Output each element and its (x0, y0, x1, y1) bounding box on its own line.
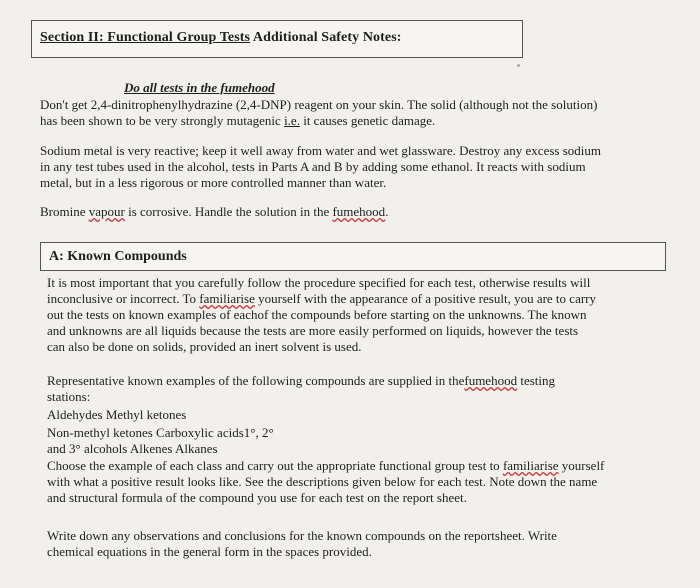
rep-line-1 (47, 373, 555, 389)
kc-line-5: can also be done on solids, provided an inert solvent is used. (47, 339, 362, 354)
kc-line-2b: yourself with the appearance of a positive result, you are to carry (254, 291, 596, 306)
bromine-vapour: vapour (88, 204, 125, 219)
known-compounds-box (40, 242, 666, 271)
rep-familiarise: familiarise (502, 458, 559, 473)
section-title (40, 30, 402, 46)
bromine-c: . (385, 204, 389, 219)
section-title-rest: Additional Safety Notes: (250, 30, 402, 45)
rep-line-6 (47, 458, 604, 474)
rep-line-8: and structural formula of the compound you use for each test on the report sheet. (47, 490, 467, 505)
kc-familiarise: familiarise (199, 291, 255, 306)
kc-line-1: It is most important that you carefully follow the procedure specified for each test, otherwise results will (47, 275, 591, 290)
kc-line-2 (47, 291, 596, 307)
rep-line-4: Non-methyl ketones Carboxylic acids1°, 2° (47, 425, 274, 440)
dnp-line-2 (40, 113, 435, 129)
rep-line-3: Aldehydes Methyl ketones (47, 407, 187, 422)
write-line-1: Write down any observations and conclusions for the known compounds on the reportsheet. Write (47, 528, 557, 543)
section-title-box (31, 20, 523, 58)
stray-dot (517, 64, 520, 67)
kc-line-3: out the tests on known examples of eachof the compounds before starting on the unknowns. The known (47, 307, 587, 322)
bromine-line (40, 204, 388, 220)
rep-line-6b: yourself (558, 458, 605, 473)
dnp-line-2b: it causes genetic damage. (299, 113, 436, 128)
rep-fumehood: fumehood (464, 373, 518, 388)
fumehood-heading: Do all tests in the fumehood (124, 80, 275, 95)
rep-line-2: stations: (47, 389, 91, 404)
rep-line-5: and 3° alcohols Alkenes Alkanes (47, 441, 218, 456)
kc-line-4: and unknowns are all liquids because the tests are more easily performed on liquids, however the tests (47, 323, 579, 338)
bromine-a: Bromine (40, 204, 89, 219)
sodium-line-2: in any test tubes used in the alcohol, tests in Parts A and B by adding some ethanol. It reacts with sodium (40, 159, 586, 174)
kc-line-2a: inconclusive or incorrect. To (47, 291, 200, 306)
rep-line-1b: testing (517, 373, 555, 388)
rep-line-6a: Choose the example of each class and carry out the appropriate functional group test to (47, 458, 503, 473)
ie-abbrev: i.e. (284, 113, 300, 128)
section-title-underlined: Section II: Functional Group Tests (40, 30, 251, 45)
rep-line-1a: Representative known examples of the following compounds are supplied in the (47, 373, 465, 388)
dnp-line-1: Don't get 2,4-dinitrophenylhydrazine (2,4-DNP) reagent on your skin. The solid (although not the solution) (40, 97, 598, 112)
known-compounds-title: A: Known Compounds (49, 249, 187, 264)
bromine-b: is corrosive. Handle the solution in the (124, 204, 333, 219)
write-line-2: chemical equations in the general form in the spaces provided. (47, 544, 372, 559)
rep-line-7: with what a positive result looks like. See the descriptions given below for each test. Note down the name (47, 474, 598, 489)
dnp-line-2a: has been shown to be very strongly mutagenic (40, 113, 285, 128)
sodium-line-1: Sodium metal is very reactive; keep it well away from water and wet glassware. Destroy any excess sodium (40, 143, 601, 158)
sodium-line-3: metal, but in a less rigorous or more controlled manner than water. (40, 175, 387, 190)
bromine-fumehood: fumehood (332, 204, 386, 219)
